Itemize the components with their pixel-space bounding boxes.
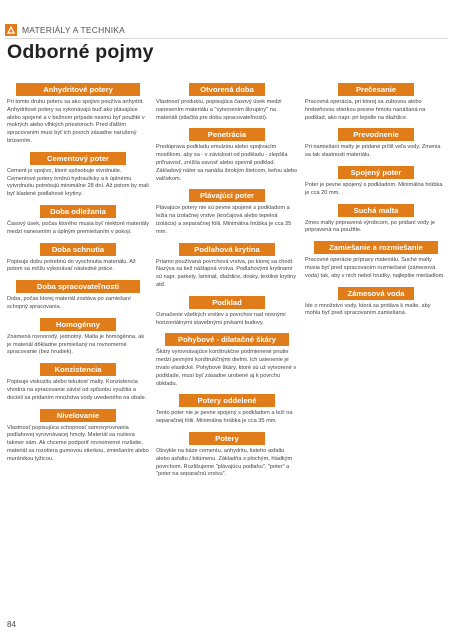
term-definition: Pri tomto druhu poteru sa ako spojivo používa anhydrit. Anhydritové potery sa vykonávajú buď ako plávajúce alebo spojené a v bežnom prípade nesmú byť použité v mokrých alebo vlhkých priestoroch. Pred ďalším spracovaním musí byť ich povrch zásadne narušený brúsením.: [7, 99, 145, 144]
term-heading: Zamiešanie a rozmiešanie: [314, 241, 438, 254]
term-definition: Cement je spojivo, ktoré spôsobuje stvrdnutie. Cementové potery tvrdnú hydraulicky a k úplnému vytvrdnutiu potrebujú minimálne 28 dní. Až potom by mali byť kladené podlahové krytiny.: [7, 167, 149, 198]
term-heading: Suchá malta: [338, 204, 414, 217]
term-definition: Ide o množstvo vody, ktorá sa pridáva k malte, aby mohla byť pred spracovaním zamiešaná.: [305, 302, 431, 317]
term-heading: Potery: [189, 432, 265, 445]
term-heading: Otvorená doba: [189, 83, 265, 96]
term-definition: Vlastnosť produktu, popisujúca časový úsek medzi nanesením materiálu a "vytvorením škrupiny" na materiáli (stlačitá pre dobu spracovateľnosti).: [156, 99, 282, 121]
header-divider: [5, 38, 448, 39]
page-number: 84: [7, 620, 16, 629]
term-heading: Pohybové - dilatačné škáry: [165, 333, 289, 346]
term-heading: Potery oddelené: [179, 394, 275, 407]
term-heading: Zámesová voda: [338, 287, 414, 300]
term-definition: Označenie všetkých vrstiev s povrchov nad nosnými horizontálnymi stavebnými prvkami budovy.: [156, 311, 286, 326]
term-heading: Spojený poter: [338, 166, 414, 179]
term-heading: Doba schnutia: [40, 243, 116, 256]
term-heading: Podlahová krytina: [179, 243, 275, 256]
term-definition: Plávajúce potery nie sú pevne spojené s podkladom a ležia na izolačnej vrstve (kročajová alebo tepelná izolácia) a separačnej fólii. Minimálna hrúbka je cca 35 mm.: [156, 205, 292, 235]
term-definition: Obvykle na báze cementu, anhydritu, liateho asfaltu alebo asfaltu / bitúmenu. Základňa s plochým, hladkým povrchom. Rozlišujeme "plávajúcu podlahu", "poter" a "poter na separačnú vrstvu".: [156, 447, 293, 478]
term-heading: Konzistencia: [40, 363, 116, 376]
term-definition: Vlastnosť popisujúca schopnosť samovyrovnania podlahovej vyrovnávacej hmoty. Materiál sa rozleva takmer sám. Ak chceme podporiť rovnomerné rozliatie, materiál sa rozotiera gumovou stierkou, zmiešaním alebo murárskou lyžicou.: [7, 424, 149, 462]
glossary-column-2: [156, 83, 298, 485]
term-definition: Zmes malty pripravená výrobcom, po pridaní vody je pripravená na použitie.: [305, 219, 435, 234]
term-heading: Plávajúci poter: [189, 189, 265, 202]
term-definition: Znamená rovnorodý, jednotný. Malta je homogénna, ak je materiál dôkladne premiešaný na rovnomerné spracovanie (bez hrudiek).: [7, 333, 145, 356]
term-definition: Priamo používaná povrchová vrstva, po ktorej sa chodí. Nazýva sa tiež nášlapná vrstva. Podlahovými krytinami sú napr. parkety, laminát, dlaždice, dosky, textilné krytiny atď.: [156, 258, 297, 288]
term-definition: Popisuje dobu potrebnú do vyschnutia materiálu. Až potom sa môžu vykonávať následné práce.: [7, 258, 136, 273]
term-definition: Pri namiešaní malty je pridané príliš veľa vody. Zmenia sa tak vlastnosti materiálu.: [305, 144, 441, 159]
term-definition: Predúprava podkladu emulziou alebo spojivacím mostíkom, aby sa - v závislosti od podkladu - zlepšila priľnavosť, znížila savosť alebo spevnil podklad. Základový náter sa nanáša širokým štetcom, kefou alebo valčekom.: [156, 144, 298, 182]
term-heading: Penetrácia: [189, 128, 265, 141]
term-heading: Doba spracovateľnosti: [16, 280, 140, 293]
term-heading: Prečesanie: [338, 83, 414, 96]
term-definition: Pracovná operácia, pri ktorej sa zubovou alebo hrebeňovou stierkou presne hmotu nanášaná na podklad, ako napr. pri lepidle na dlaždice.: [305, 99, 426, 121]
glossary-column-3: [305, 83, 447, 324]
term-heading: Anhydritové potery: [16, 83, 140, 96]
glossary-column-1: [7, 83, 149, 470]
term-heading: Doba odležania: [40, 205, 116, 218]
term-definition: Škáry vyrovnávajúce konštrukčne podmienené pnutie medzi pevnými konštrukčnými dielmi. Ich usienenie je trvalo elastické. Pohybové škáry, ktoré sú už vytvorené v podklade, musí byť zásadne urobené aj k povrchu obkladu.: [156, 349, 297, 387]
page-header: [0, 0, 453, 40]
term-definition: Popisuje viskozitu alebo tekutosť malty. Konzistencia vhodná na spracovanie závisí od spôsobu využitia a docieli sa pridaním množstva vody uvedeného na obale.: [7, 379, 147, 401]
term-definition: Tento poter nie je pevne spojený s podkladom a leží na separačnej fólii. Minimálna hrúbka je cca 35 mm.: [156, 410, 293, 425]
term-definition: Poter je pevne spojený s podkladom. Minimálna hrúbka je cca 20 mm.: [305, 181, 443, 196]
section-label: MATERIÁLY A TECHNIKA: [22, 25, 126, 35]
term-heading: Cementový poter: [30, 152, 126, 165]
up-arrow-triangle-icon: [5, 24, 17, 36]
term-heading: Homogénny: [40, 318, 116, 331]
page-title: Odborné pojmy: [7, 41, 154, 63]
term-heading: Nivelovanie: [40, 409, 116, 422]
term-definition: Pracovné operácie prípravy materiálu. Suché malty musia byť pred spracovaním rozmiešané (zámesová voda) tak, aby v nich nebol hrudky, najlepšie miešadlom.: [305, 257, 445, 279]
term-definition: Doba, počas ktorej materiál zostáva po zamiešaní schopný spracovania.: [7, 296, 131, 310]
term-heading: Podklad: [189, 296, 265, 309]
term-definition: Časový úsek, počas ktorého musia byť niektoré materiály medzi nanesením a úplným premiešaním v pokoji.: [7, 220, 150, 235]
term-heading: Prevodnenie: [338, 128, 414, 141]
